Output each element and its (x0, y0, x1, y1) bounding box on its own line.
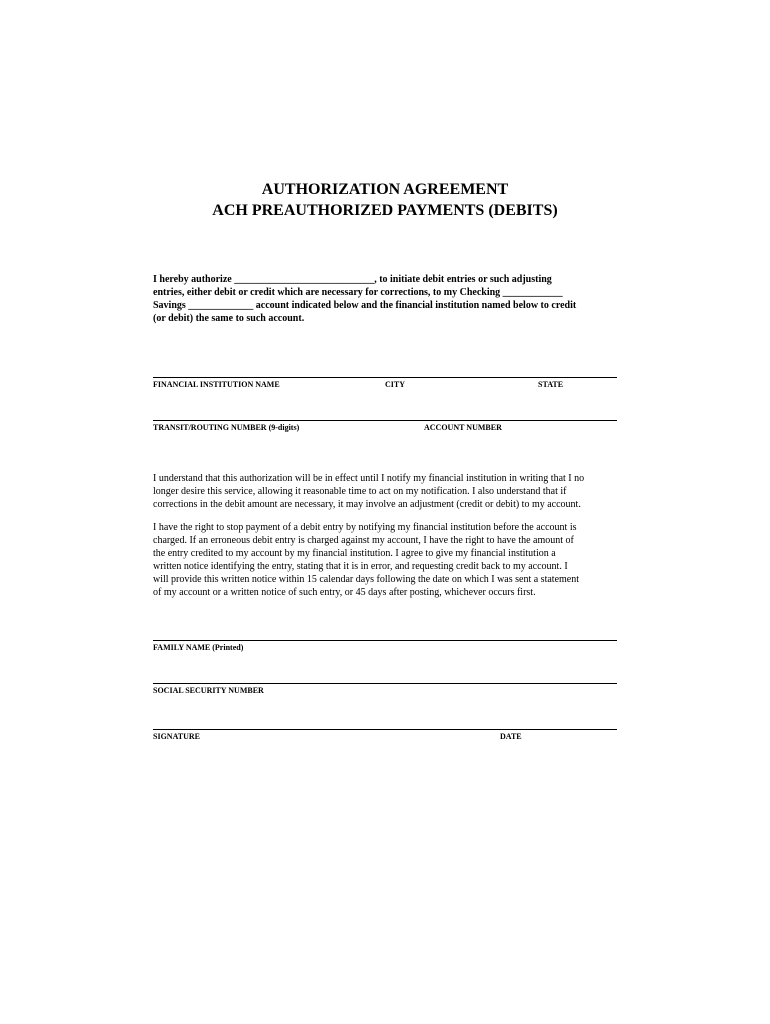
signature-line[interactable] (153, 729, 617, 730)
paragraph-line: corrections in the debit amount are necessary, it may involve an adjustment (credit or debit) to my account. (153, 499, 581, 510)
social-security-number-label: SOCIAL SECURITY NUMBER (153, 686, 264, 695)
paragraph-line: charged. If an erroneous debit entry is charged against my account, I have the right to have the amount of (153, 535, 574, 546)
paragraph-line: I have the right to stop payment of a debit entry by notifying my financial institution before the account is (153, 522, 577, 533)
paragraph-line: will provide this written notice within 15 calendar days following the date on which I was sent a statement (153, 574, 580, 585)
authorization-line: Savings _____________ account indicated below and the financial institution named below to credit (153, 300, 577, 311)
routing-account-line[interactable] (153, 420, 617, 421)
stop-payment-paragraph (153, 521, 621, 599)
financial-institution-name-label: FINANCIAL INSTITUTION NAME (153, 380, 280, 389)
document-title: AUTHORIZATION AGREEMENT (261, 181, 509, 198)
signature-label: SIGNATURE (153, 732, 200, 741)
city-label: CITY (385, 380, 406, 389)
authorization-line: I hereby authorize ____________________________, to initiate debit entries or such adjusting (153, 274, 552, 285)
authorization-paragraph (153, 273, 623, 325)
financial-institution-line[interactable] (153, 377, 617, 378)
paragraph-line: I understand that this authorization will be in effect until I notify my financial institution in writing that I no (153, 473, 585, 484)
family-name-label: FAMILY NAME (Printed) (153, 643, 244, 652)
family-name-line[interactable] (153, 640, 617, 641)
authorization-line: entries, either debit or credit which are necessary for corrections, to my Checking ____________ (153, 287, 563, 298)
account-number-label: ACCOUNT NUMBER (424, 423, 502, 432)
paragraph-line: written notice identifying the entry, stating that it is in error, and requesting credit back to my account. I (153, 561, 568, 572)
paragraph-line: longer desire this service, allowing it reasonable time to act on my notification. I also understand that if (153, 486, 567, 497)
date-label: DATE (500, 732, 522, 741)
transit-routing-number-label: TRANSIT/ROUTING NUMBER (9-digits) (153, 423, 300, 432)
authorization-terms-paragraph (153, 472, 621, 511)
paragraph-line: of my account or a written notice of such entry, or 45 days after posting, whichever occurs first. (153, 587, 536, 598)
authorization-line: (or debit) the same to such account. (153, 313, 305, 324)
social-security-number-line[interactable] (153, 683, 617, 684)
paragraph-line: the entry credited to my account by my financial institution. I agree to give my financial institution a (153, 548, 556, 559)
state-label: STATE (538, 380, 564, 389)
document-subtitle: ACH PREAUTHORIZED PAYMENTS (DEBITS) (212, 202, 558, 219)
